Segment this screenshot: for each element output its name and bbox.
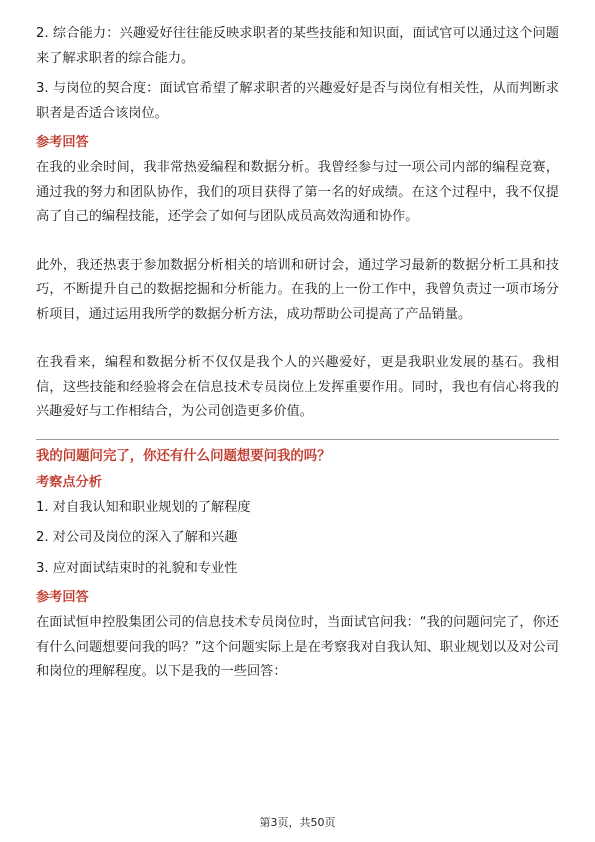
analysis-point-3: 3. 应对面试结束时的礼貌和专业性: [36, 560, 238, 576]
page-content: [36, 22, 559, 685]
answer-paragraph-2: 此外，我还热衷于参加数据分析相关的培训和研讨会，通过学习最新的数据分析工具和技巧，不断提升自己的数据挖掘和分析能力。在我的上一份工作中，我曾负责过一项市场分析项目，通过运用我所学的数据分析方法，成功帮助公司提高了产品销量。: [36, 257, 559, 322]
answer-paragraph-q2: 在面试恒申控股集团公司的信息技术专员岗位时，当面试官问我：“我的问题问完了，你还有什么问题想要问我的吗？”这个问题实际上是在考察我对自我认知、职业规划以及对公司和岗位的理解程度。以下是我的一些回答：: [36, 615, 559, 679]
analysis-point-2: 2. 对公司及岗位的深入了解和兴趣: [36, 530, 238, 545]
page-footer: [0, 814, 595, 830]
question-title: 我的问题问完了，你还有什么问题想要问我的吗？: [36, 448, 331, 464]
page-number: 第3页，共50页: [259, 816, 336, 829]
reference-answer-heading-2: 参考回答: [36, 590, 89, 605]
section-divider: [36, 439, 559, 440]
intro-point-2: 2. 综合能力：兴趣爱好往往能反映求职者的某些技能和知识面，面试官可以通过这个问题来了解求职者的综合能力。: [36, 26, 559, 66]
intro-point-3: 3. 与岗位的契合度：面试官希望了解求职者的兴趣爱好是否与岗位有相关性，从而判断求职者是否适合该岗位。: [36, 81, 559, 121]
analysis-point-1: 1. 对自我认知和职业规划的了解程度: [36, 499, 251, 515]
reference-answer-heading: 参考回答: [36, 135, 89, 150]
answer-paragraph-3: 在我看来，编程和数据分析不仅仅是我个人的兴趣爱好，更是我职业发展的基石。我相信，这些技能和经验将会在信息技术专员岗位上发挥重要作用。同时，我也有信心将我的兴趣爱好与工作相结合，为公司创造更多价值。: [36, 355, 559, 419]
answer-paragraph-1: 在我的业余时间，我非常热爱编程和数据分析。我曾经参与过一项公司内部的编程竞赛，通过我的努力和团队协作，我们的项目获得了第一名的好成绩。在这个过程中，我不仅提高了自己的编程技能，还学会了如何与团队成员高效沟通和协作。: [36, 160, 559, 224]
analysis-heading: 考察点分析: [36, 474, 102, 490]
